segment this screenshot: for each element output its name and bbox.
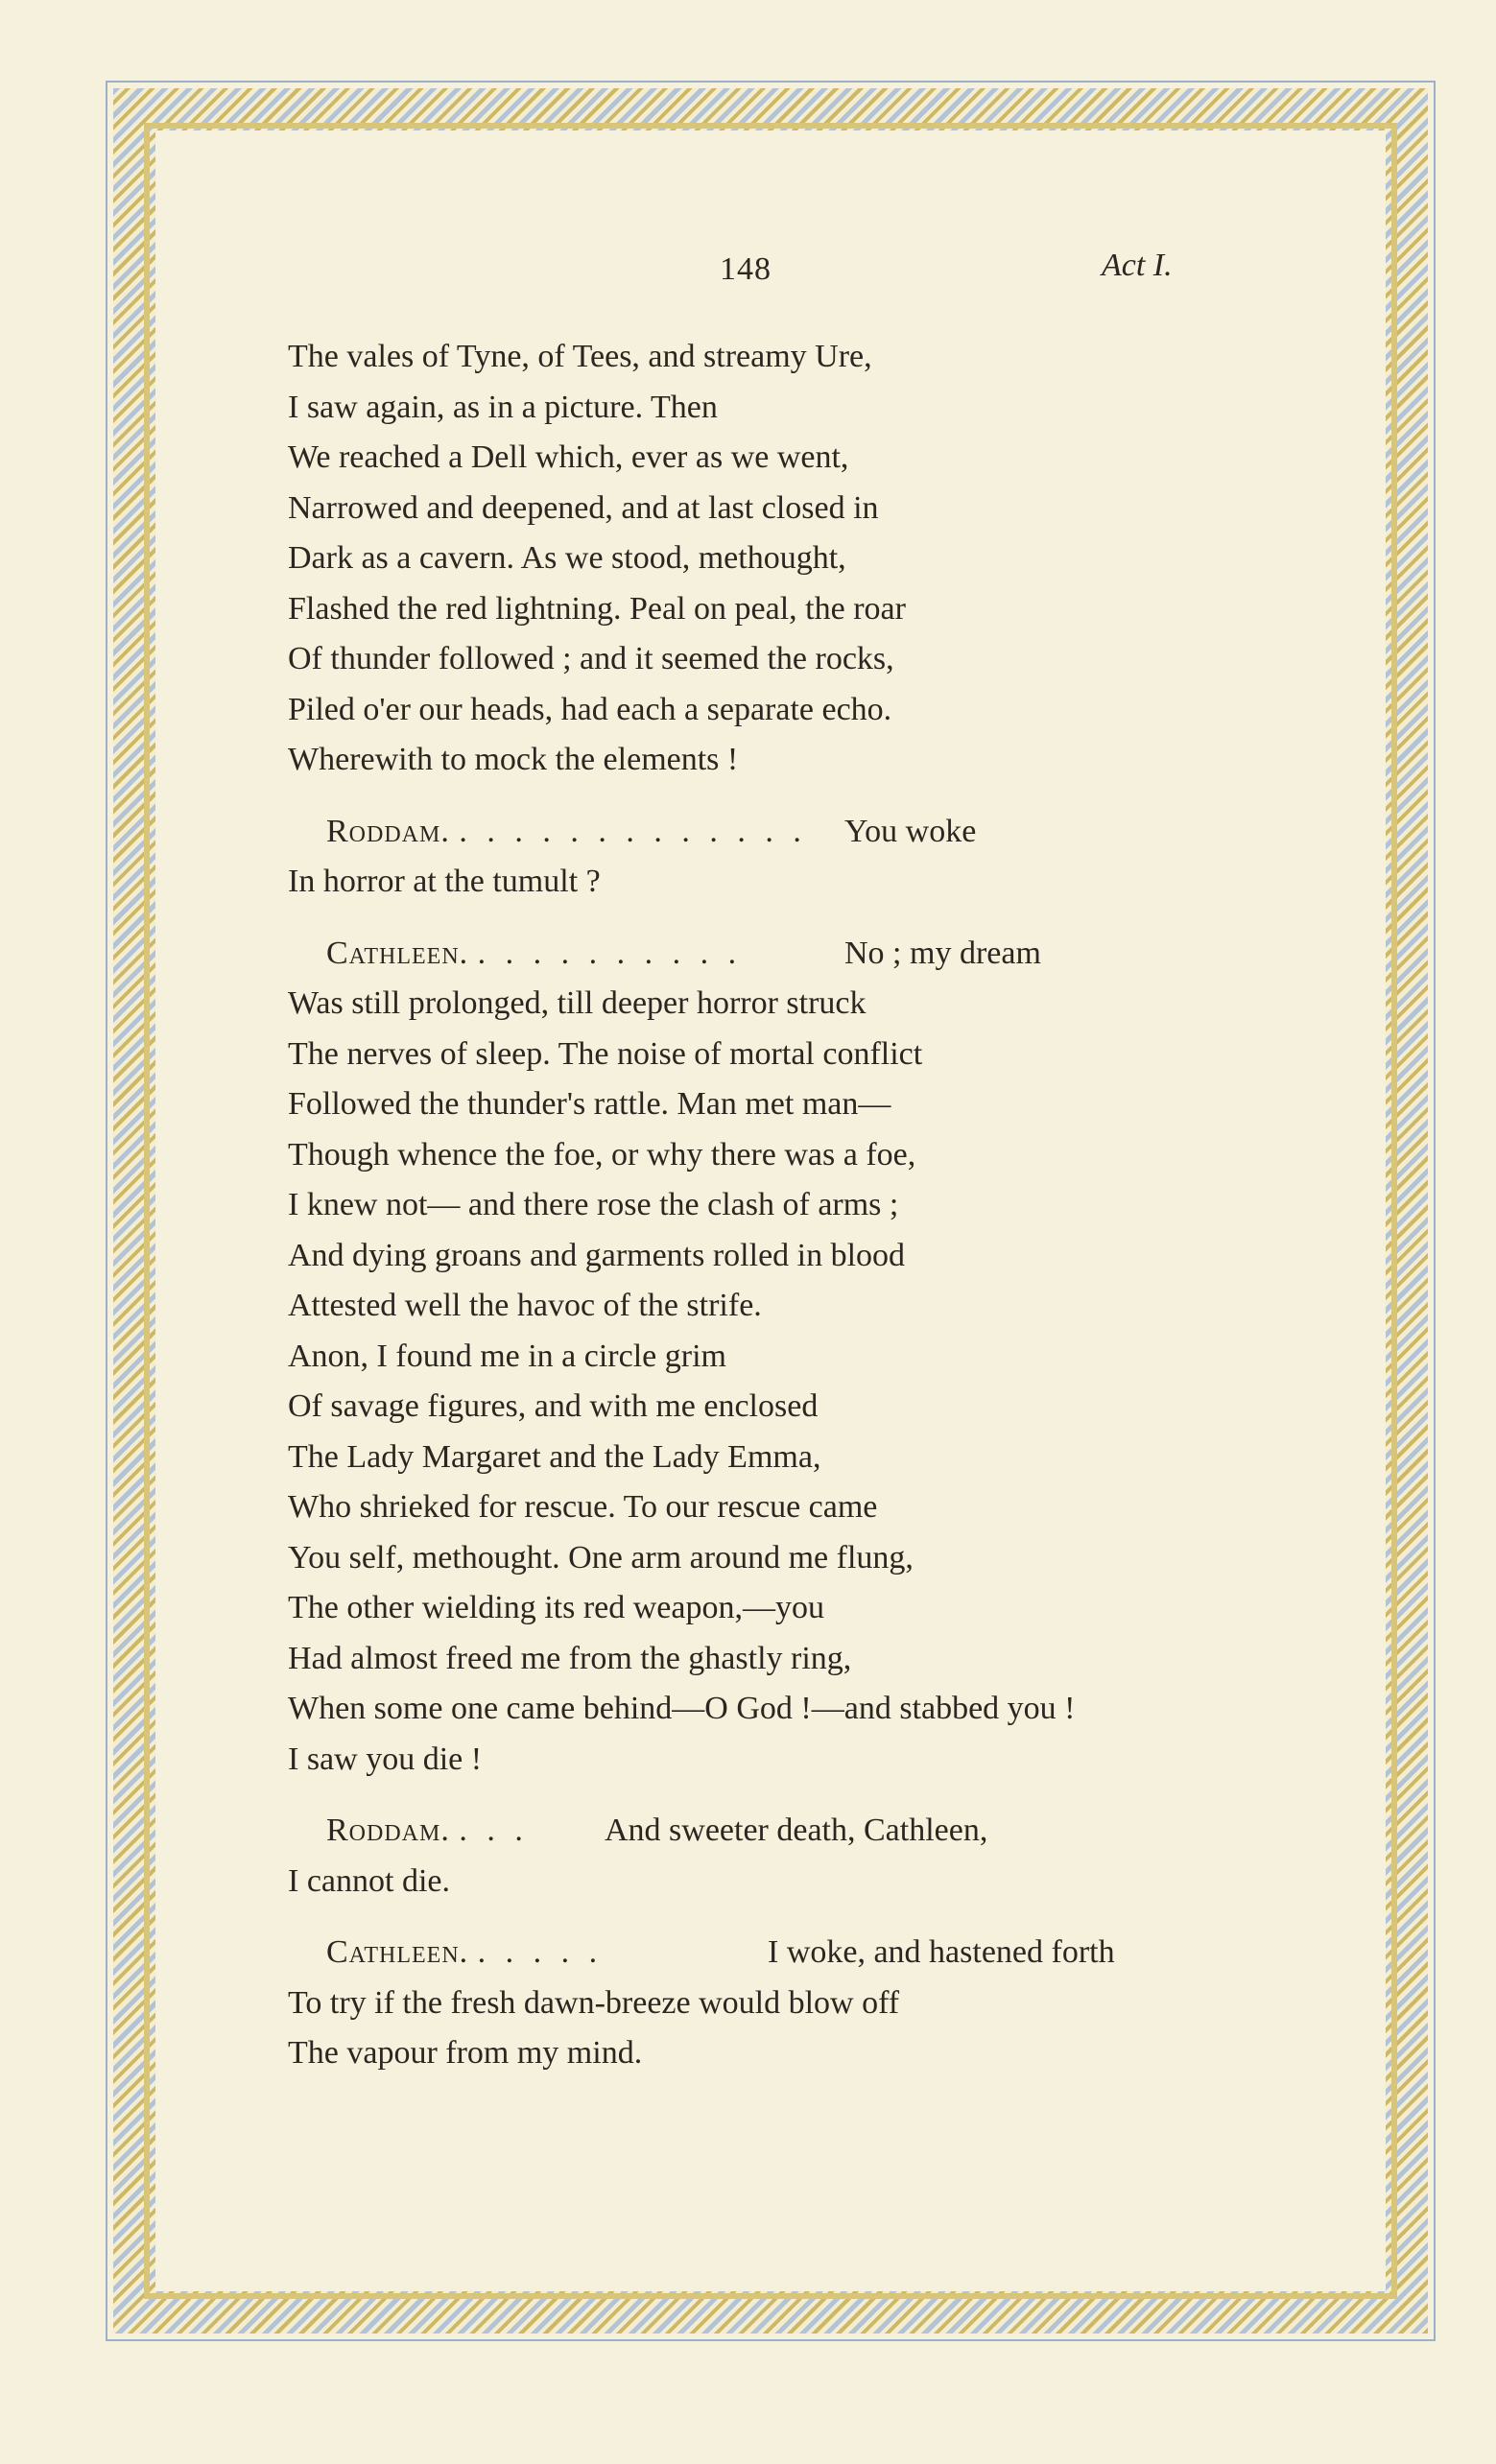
verse-line: Flashed the red lightning. Peal on peal, the roar <box>288 590 906 627</box>
speech-line <box>288 1806 1267 1857</box>
verse-line: I cannot die. <box>288 1862 450 1899</box>
verse-line: The Lady Margaret and the Lady Emma, <box>288 1438 821 1475</box>
verse-line: Had almost freed me from the ghastly ring, <box>288 1640 852 1676</box>
verse-line: Of thunder followed ; and it seemed the rocks, <box>288 641 894 676</box>
speaker-name: Cathleen. . . . . . . . . . . <box>326 935 743 971</box>
speaker-name: Roddam. . . . . . . . . . . . . . <box>326 813 807 849</box>
speech-line <box>288 807 1267 858</box>
verse-line: The vapour from my mind. <box>288 2035 643 2071</box>
page-header <box>0 248 1496 299</box>
verse-line: When some one came behind—O God !—and stabbed you ! <box>288 1691 1076 1726</box>
verse-line: Followed the thunder's rattle. Man met man— <box>288 1086 891 1122</box>
speech-text: You woke <box>844 813 977 849</box>
verse-line: The other wielding its red weapon,—you <box>288 1590 824 1625</box>
verse-line: Was still prolonged, till deeper horror struck <box>288 985 867 1021</box>
verse-line: Wherewith to mock the elements ! <box>288 742 739 777</box>
page-number: 148 <box>720 251 772 287</box>
verse-line: I saw again, as in a picture. Then <box>288 389 718 425</box>
verse-line: In horror at the tumult ? <box>288 864 601 899</box>
verse-text <box>288 332 1267 2079</box>
verse-line: And dying groans and garments rolled in blood <box>288 1237 906 1273</box>
running-head-act: Act I. <box>1102 248 1173 283</box>
speaker-name: Roddam. . . . <box>326 1812 529 1848</box>
speaker-name: Cathleen. . . . . . <box>326 1934 604 1970</box>
verse-line: Anon, I found me in a circle grim <box>288 1338 726 1374</box>
verse-line: You self, methought. One arm around me flung, <box>288 1539 914 1576</box>
verse-line: Dark as a cavern. As we stood, methought, <box>288 540 846 576</box>
verse-line: Who shrieked for rescue. To our rescue came <box>288 1489 878 1525</box>
verse-line: Piled o'er our heads, had each a separate echo. <box>288 691 892 727</box>
verse-line: We reached a Dell which, ever as we went, <box>288 439 849 475</box>
verse-line: The vales of Tyne, of Tees, and streamy Ure, <box>288 339 872 374</box>
speech-text: No ; my dream <box>844 935 1041 971</box>
verse-line: Though whence the foe, or why there was a foe, <box>288 1136 916 1173</box>
verse-line: To try if the fresh dawn-breeze would blow off <box>288 1984 900 2021</box>
verse-line: I saw you die ! <box>288 1741 483 1777</box>
verse-line: The nerves of sleep. The noise of mortal conflict <box>288 1035 923 1072</box>
verse-line: Of savage figures, and with me enclosed <box>288 1388 819 1424</box>
speech-line <box>288 1928 1267 1978</box>
verse-line: Narrowed and deepened, and at last closed in <box>288 489 879 526</box>
speech-text: I woke, and hastened forth <box>768 1934 1115 1970</box>
speech-text: And sweeter death, Cathleen, <box>605 1812 988 1848</box>
verse-line: Attested well the havoc of the strife. <box>288 1288 762 1323</box>
speech-line <box>288 929 1267 980</box>
verse-line: I knew not— and there rose the clash of arms ; <box>288 1187 899 1222</box>
